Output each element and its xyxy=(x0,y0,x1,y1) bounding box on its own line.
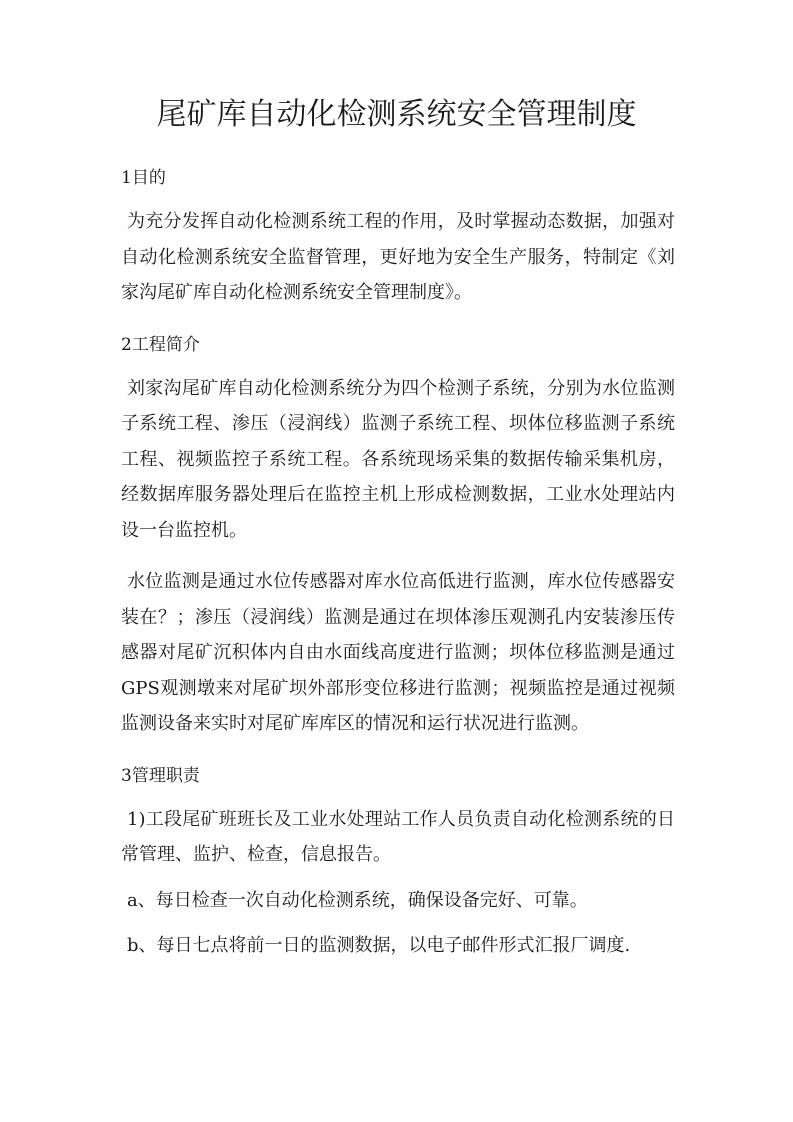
list-item: a、每日检查一次自动化检测系统，确保设备完好、可靠。 xyxy=(127,889,588,911)
document-title: 尾矿库自动化检测系统安全管理制度 xyxy=(156,97,637,132)
section-heading: 1目的 xyxy=(121,168,166,188)
list-item: b、每日七点将前一日的监测数据，以电子邮件形式汇报厂调度. xyxy=(127,935,631,956)
document-body xyxy=(121,160,675,964)
paragraph: 刘家沟尾矿库自动化检测系统分为四个检测子系统，分别为水位监测子系统工程、渗压（浸润线）监测子系统工程、坝体位移监测子系统工程、视频监控子系统工程。各系统现场采集的数据传输采集机房，经数据库服务器处理后在监控主机上形成检测数据，工业水处理站内设一台监控机。 xyxy=(121,377,675,541)
section-responsibilities xyxy=(121,758,675,964)
paragraph: 水位监测是通过水位传感器对库水位高低进行监测，库水位传感器安装在？；渗压（浸润线）监测是通过在坝体渗压观测孔内安装渗压传感器对尾矿沉积体内自由水面线高度进行监测；坝体位移监测是通过GPS观测墩来对尾矿坝外部形变位移进行监测；视频监控是通过视频监测设备来实时对尾矿库库区的情况和运行状况进行监测。 xyxy=(121,571,675,734)
paragraph: 为充分发挥自动化检测系统工程的作用，及时掌握动态数据，加强对自动化检测系统安全监督管理，更好地为安全生产服务，特制定《刘家沟尾矿库自动化检测系统安全管理制度》。 xyxy=(121,211,675,303)
paragraph: 1)工段尾矿班班长及工业水处理站工作人员负责自动化检测系统的日常管理、监护、检查，信息报告。 xyxy=(121,808,675,865)
section-heading: 3管理职责 xyxy=(121,765,200,786)
section-purpose xyxy=(121,160,675,311)
section-heading: 2工程简介 xyxy=(121,334,200,355)
section-overview xyxy=(121,327,675,742)
